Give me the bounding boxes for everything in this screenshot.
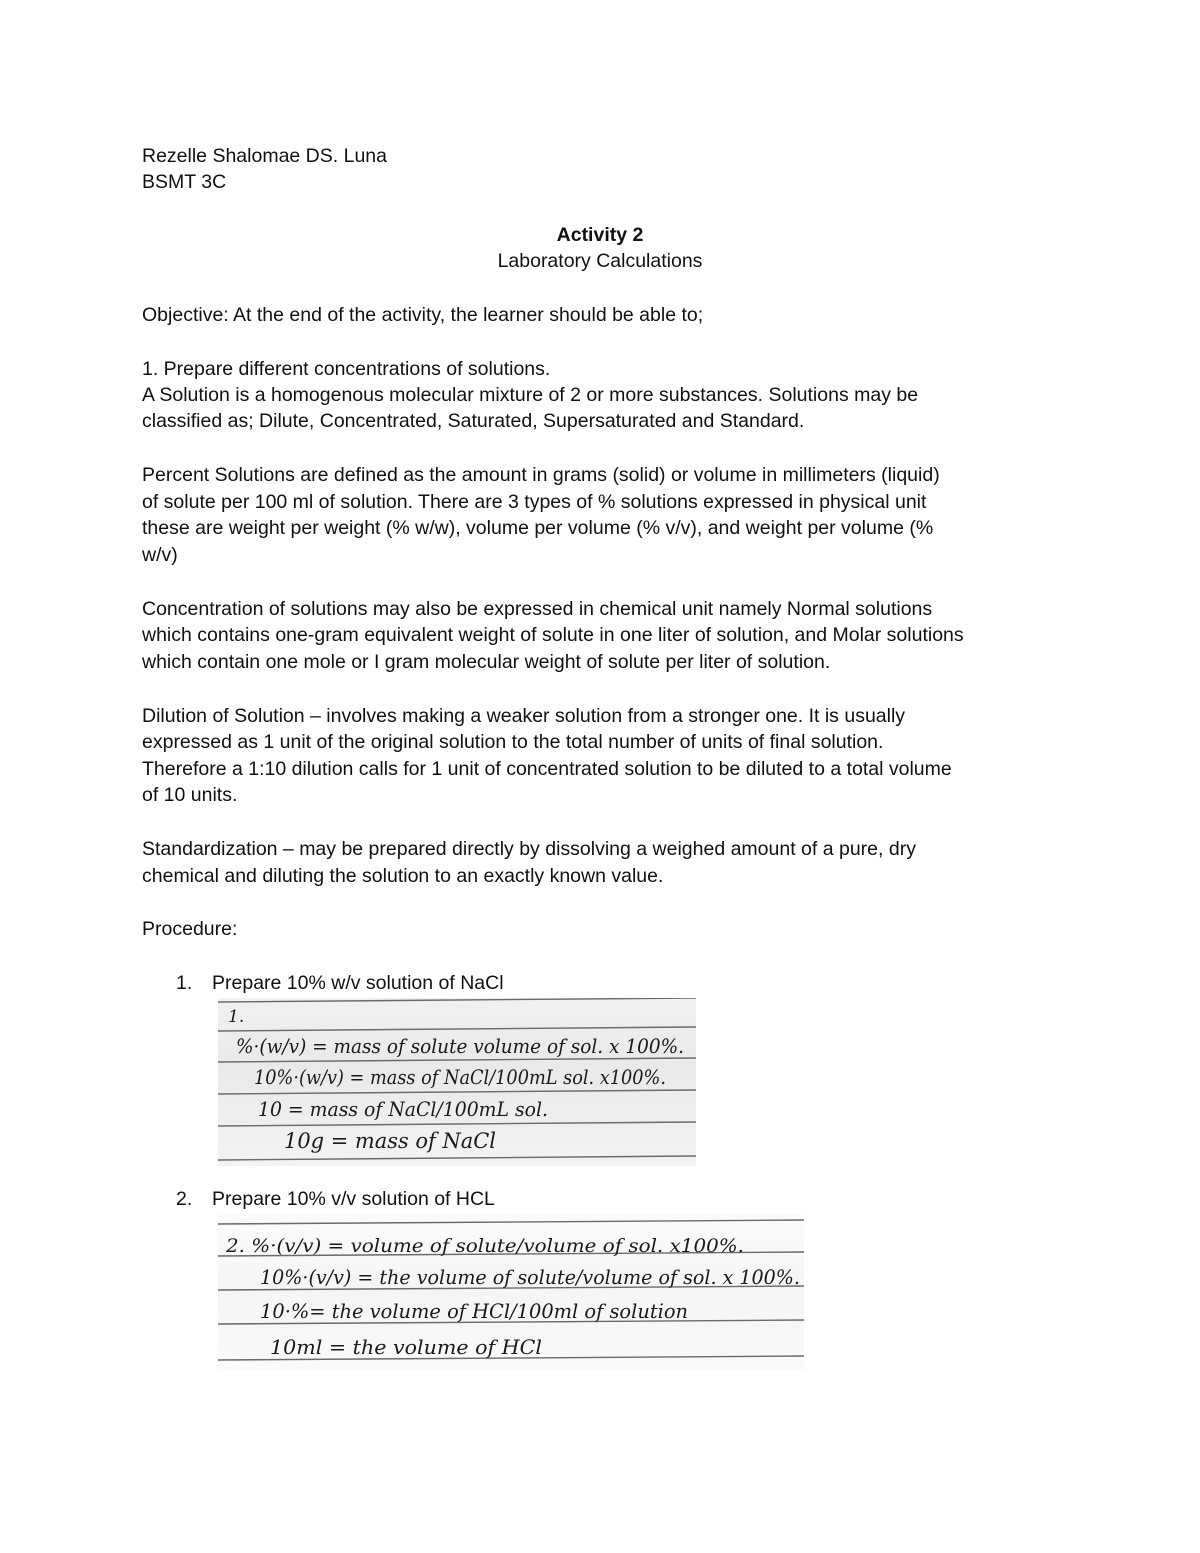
procedure-number: 1.: [176, 972, 193, 994]
dilution-line: Therefore a 1:10 dilution calls for 1 unit of concentrated solution to be diluted to a total volume: [142, 758, 952, 780]
handwriting-line: 2. %·(v/v) = volume of solute/volume of sol. x100%.: [224, 1235, 745, 1257]
class-section: BSMT 3C: [142, 171, 227, 193]
activity-title: Activity 2: [556, 224, 644, 246]
handwriting-line: 10%·(w/v) = mass of NaCl/100mL sol. x100%.: [254, 1065, 666, 1089]
standardization-line: Standardization – may be prepared directly by dissolving a weighed amount of a pure, dry: [142, 838, 916, 860]
objective-text: Objective: At the end of the activity, the learner should be able to;: [142, 304, 704, 326]
percent-solutions-line: w/v): [142, 544, 178, 566]
handwritten-calculation-1: [218, 998, 696, 1166]
concentration-line: which contain one mole or I gram molecular weight of solute per liter of solution.: [142, 651, 831, 673]
handwriting-line: 10%·(v/v) = the volume of solute/volume of sol. x 100%.: [260, 1265, 800, 1289]
procedure-item-1: [176, 970, 504, 997]
dilution-line: expressed as 1 unit of the original solution to the total number of units of final solution.: [142, 731, 884, 753]
handwriting-line: 10ml = the volume of HCl: [270, 1335, 542, 1359]
procedure-text: Prepare 10% w/v solution of NaCl: [212, 972, 504, 994]
author-name: Rezelle Shalomae DS. Luna: [142, 145, 387, 167]
handwritten-calculation-2: [218, 1214, 804, 1370]
procedure-text: Prepare 10% v/v solution of HCL: [212, 1188, 495, 1210]
percent-solutions-line: these are weight per weight (% w/w), volume per volume (% v/v), and weight per volume (%: [142, 517, 934, 539]
handwriting-line: 10g = mass of NaCl: [284, 1129, 496, 1153]
procedure-heading: Procedure:: [142, 918, 238, 940]
standardization-line: chemical and diluting the solution to an exactly known value.: [142, 865, 664, 887]
concentration-line: Concentration of solutions may also be expressed in chemical unit namely Normal solutions: [142, 598, 933, 620]
handwriting-line: 10·%= the volume of HCl/100ml of solution: [260, 1299, 688, 1323]
dilution-line: Dilution of Solution – involves making a weaker solution from a stronger one. It is usually: [142, 705, 906, 727]
solution-definition-line: classified as; Dilute, Concentrated, Saturated, Supersaturated and Standard.: [142, 410, 805, 432]
solution-definition-line: A Solution is a homogenous molecular mixture of 2 or more substances. Solutions may be: [142, 384, 919, 406]
percent-solutions-line: of solute per 100 ml of solution. There are 3 types of % solutions expressed in physical unit: [142, 491, 927, 513]
percent-solutions-line: Percent Solutions are defined as the amount in grams (solid) or volume in millimeters (liquid): [142, 464, 940, 486]
dilution-line: of 10 units.: [142, 784, 238, 806]
notebook-lines: [218, 1214, 804, 1370]
objective-item-1: 1. Prepare different concentrations of solutions.: [142, 358, 551, 380]
procedure-item-2: [176, 1186, 495, 1213]
activity-subtitle: Laboratory Calculations: [497, 250, 703, 272]
procedure-number: 2.: [176, 1188, 193, 1210]
handwriting-line: 1.: [228, 1007, 245, 1027]
handwriting-line: %·(w/v) = mass of solute volume of sol. x 100%.: [236, 1034, 684, 1058]
handwriting-line: 10 = mass of NaCl/100mL sol.: [258, 1097, 548, 1121]
notebook-lines: [218, 998, 696, 1166]
concentration-line: which contains one-gram equivalent weight of solute in one liter of solution, and Molar solutions: [142, 624, 964, 646]
